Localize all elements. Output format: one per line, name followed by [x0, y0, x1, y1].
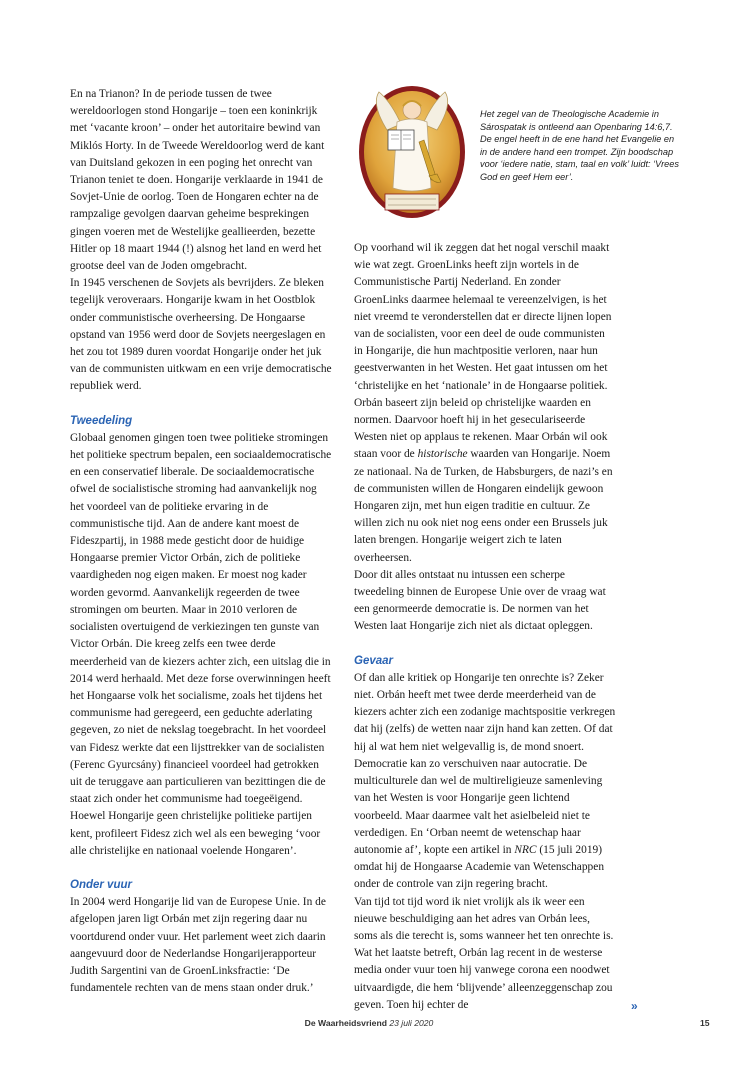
page-footer	[0, 1018, 738, 1028]
issue-date: 23 juli 2020	[389, 1018, 434, 1028]
academy-seal-image	[357, 84, 467, 220]
image-caption: Het zegel van de Theologische Academie in Sárospatak is ontleend aan Openbaring 14:6,7. De engel heeft in de ene hand het Evangelie en in de andere hand een trompet. Zijn boodschap voor ‘iedere natie, stam, taal en volk’ luidt: ‘Vrees God en geef Hem eer’.	[480, 109, 679, 182]
section-heading-onder-vuur: Onder vuur	[70, 878, 132, 891]
left-column	[70, 86, 332, 997]
publication-name: De Waarheidsvriend	[304, 1018, 387, 1028]
continue-arrow-icon: »	[631, 999, 638, 1013]
page-number: 15	[700, 1018, 710, 1028]
paragraph: En na Trianon? In de periode tussen de twee wereldoorlogen stond Hongarije – toen een koninkrijk met ‘vacante kroon’ – onder het autoritaire bewind van Miklós Horty. In de Tweede Wereldoorlog werd de kant van Duitsland gekozen in een poging het onrecht van Trianon teniet te doen. Hongarije verklaarde in 1941 de Sovjet-Unie de oorlog. Toen de Hongaren echter na de rampzalige gevolgen daarvan geheime besprekingen gingen voeren met de Westelijke geallieerden, bezette Hitler op 18 maart 1944 (!) alsnog het land en werd het grootse deel van de Joden omgebracht.	[70, 88, 325, 273]
paragraph: In 2004 werd Hongarije lid van de Europese Unie. In de afgelopen jaren ligt Orbán met zijn regering daar nu voortdurend onder vuur. Het parlement weet zich daarin aangevuurd door de Nederlandse Hongarijerapporteur Judith Sargentini van de GroenLinksfractie: ‘De fundamentele rechten van de mens staan onder druk.’	[70, 896, 326, 995]
paragraph: Op voorhand wil ik zeggen dat het nogal verschil maakt wie wat zegt. GroenLinks heeft zijn wortels in de Communistische Partij Nederland. En zonder GroenLinks daarmee helemaal te vereenzelvigen, is het niet vreemd te veronderstellen dat er directe lijnen lopen van de socialisten, voor een deel de oude communisten in Hongarije, die hun machtpositie verloren, naar hun geestverwanten in het Westen. Het gaat intussen om het ‘christelijke en het ‘nationale’ in de Hongaarse politiek. Orbán baseert zijn beleid op christelijke waarden en normen. Daarvoor hoeft hij in het geseculariseerde Westen niet op applaus te rekenen. Maar Orbán wil ook staan voor de historische waarden van Hongarije. Noem ze nationaal. Na de Turken, de Habsburgers, de nazi’s en de communisten willen de Hongaren eindelijk gewoon Hongaren zijn, met hun eigen traditie en cultuur. Ze willen zich nu ook niet nog eens onder een Brussels juk laten brengen. Hongarije weigert zich te laten overheersen.	[354, 242, 613, 564]
right-column	[354, 240, 616, 1014]
emphasis: NRC	[514, 843, 537, 856]
section-heading-tweedeling: Tweedeling	[70, 414, 133, 427]
paragraph: Hoewel Hongarije geen christelijke politieke partijen kent, profileert Fidesz zich wel als een beweging ‘voor alle christelijke en nationaal voelende Hongaren’.	[70, 810, 321, 857]
paragraph: Globaal genomen gingen toen twee politieke stromingen het politieke spectrum bepalen, een sociaaldemocratische en een conservatief liberale. De sociaaldemocratische ofwel de socialistische stroming had aanvankelijk nog het voordeel van de politieke ervaring in de communistische tijd. Aan de andere kant moest de Fideszpartij, in 1988 mede gesticht door de huidige Hongaarse premier Victor Orbán, zich de politieke vaardigheden nog eigen maken. Er moest nog kader worden gevormd. Aanvankelijk regeerden de twee stromingen om beurten. Maar in 2010 verloren de socialisten overtuigend de verkiezingen ten gunste van Victor Orbán. Die kreeg zelfs een twee derde meerderheid van de kiezers achter zich, een uitslag die in 2014 werd herhaald. Met deze forse overwinningen heeft het Hongaarse volk het socialisme, zoals het tijdens het communisme had geregeerd, een geduchte aderlating gegeven, zo niet de nekslag toegebracht. In het voordeel van Fidesz werkte dat een lijsttrekker van de socialisten (Ferenc Gyurcsány) financieel voordeel had getrokken uit de teruggave aan particulieren van bezittingen die de staat zich onder het communisme had toegeëigend.	[70, 431, 332, 806]
paragraph: In 1945 verschenen de Sovjets als bevrijders. Ze bleken tegelijk veroveraars. Hongarije kwam in het Oostblok onder communistische overheersing. De Hongaarse opstand van 1956 werd door de Sovjets neergeslagen en het zou tot 1989 duren voordat Hongarije onder het juk van de communisten uitkwam en een vrije democratische republiek werd.	[70, 277, 332, 393]
paragraph: Van tijd tot tijd word ik niet vrolijk als ik weer een nieuwe beschuldiging aan het adres van Orbán lees, soms als die terecht is, soms wanneer het ten onrechte is. Wat het laatste betreft, Orbán lag recent in de westerse media onder vuur toen hij vanwege corona een noodwet uitvaardigde, die hem ‘blijvende’ alleenzeggenschap zou geven. Toen hij echter de	[354, 895, 614, 1011]
paragraph: Door dit alles ontstaat nu intussen een scherpe tweedeling binnen de Europese Unie over de vraag wat een genormeerde democratie is. De normen van het Westen laat Hongarije zich niet als dictaat opleggen.	[354, 568, 606, 633]
section-heading-gevaar: Gevaar	[354, 654, 394, 667]
paragraph: Of dan alle kritiek op Hongarije ten onrechte is? Zeker niet. Orbán heeft met twee derde meerderheid van de kiezers achter zich een zodanige machtspositie verkregen dat hij (zelfs) de wetten naar zijn hand kan zetten. Of dat hij al wat hem niet welgevallig is, de mond snoert. Democratie kan zo verschuiven naar autocratie. De multiculturele dan wel de multireligieuze samenleving van het Westen is voor Hongarije geen lichtend voorbeeld. Maar daarmee valt het asielbeleid niet te verdedigen. En ‘Orban neemt de wetenschap haar autonomie af’, kopte een artikel in NRC (15 juli 2019) omdat hij de Hongaarse Academie van Wetenschappen onder de controle van zijn regering bracht.	[354, 671, 616, 891]
emphasis: historische	[417, 448, 468, 461]
